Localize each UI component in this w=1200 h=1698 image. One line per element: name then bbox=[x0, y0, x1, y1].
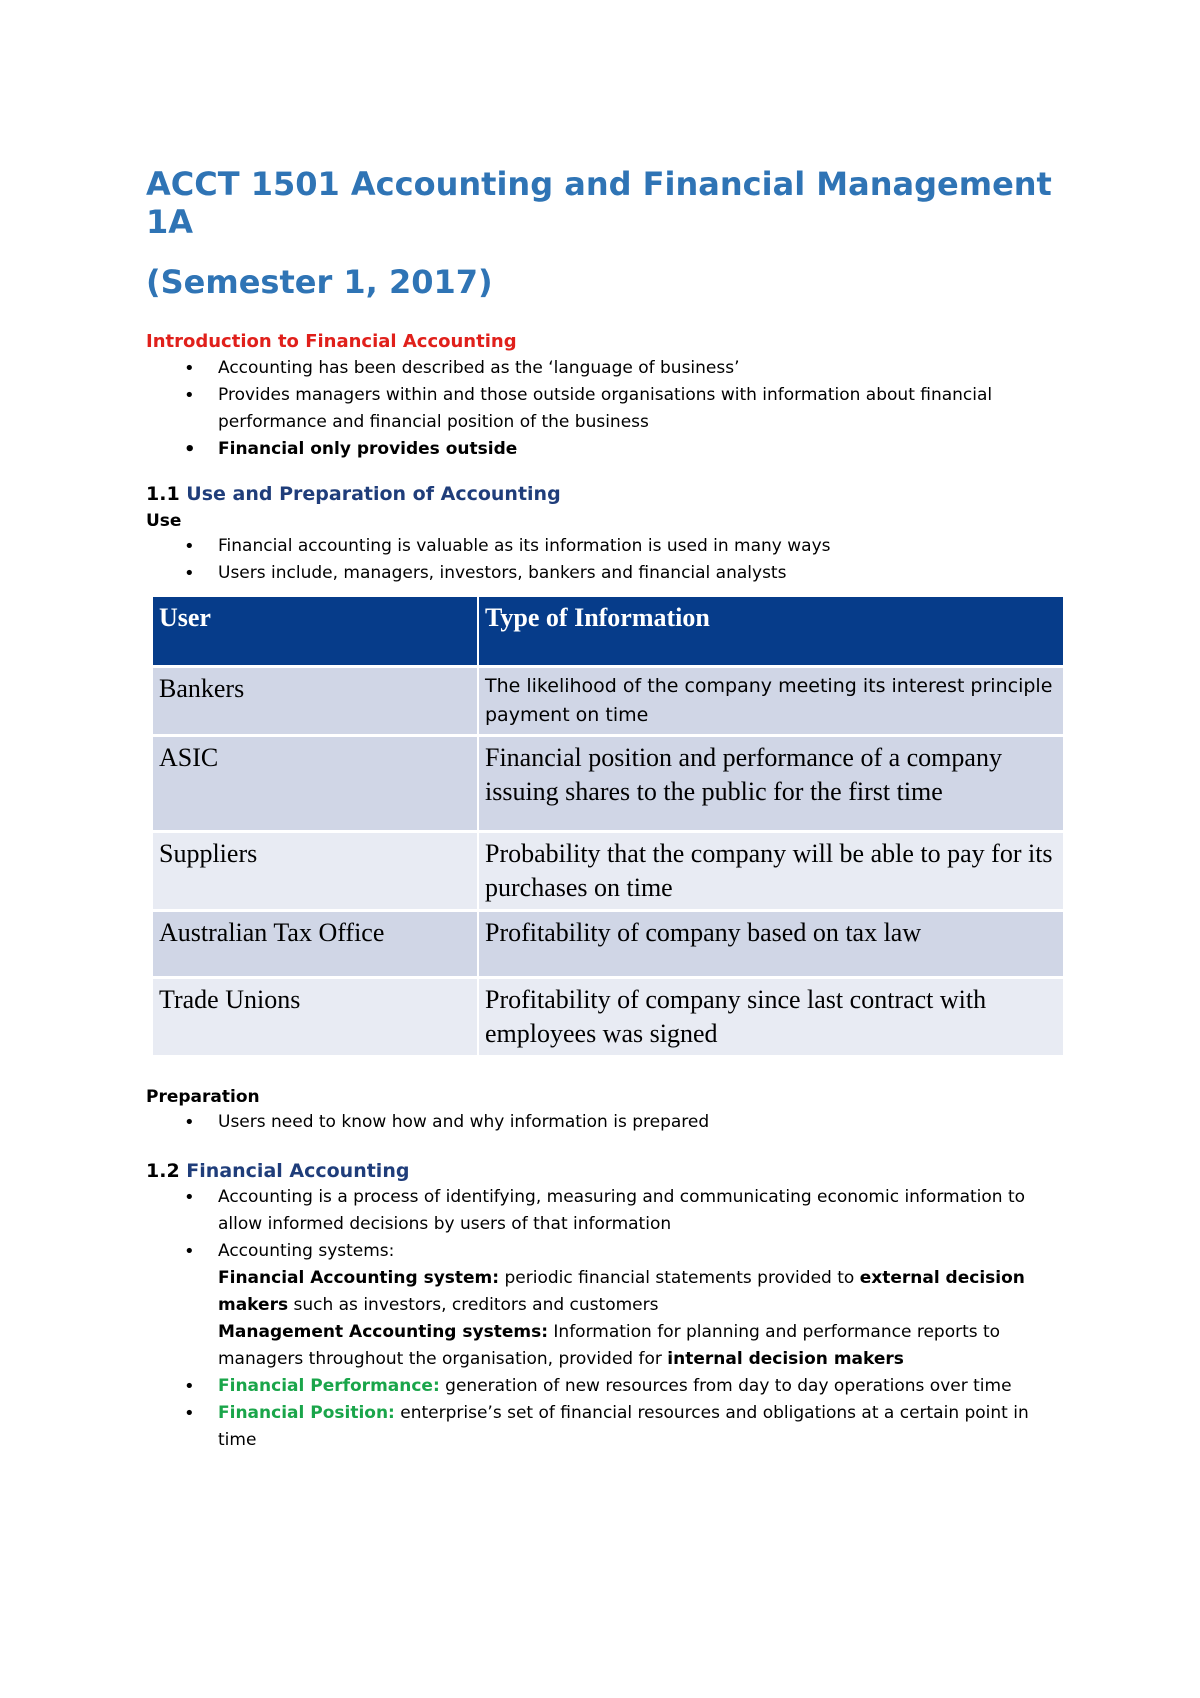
list-item: • Provides managers within and those outside organisations with information about financial performance and financial position of the business bbox=[146, 382, 1066, 436]
section-title: Financial Accounting bbox=[186, 1160, 410, 1182]
list-item bbox=[146, 1373, 1066, 1400]
header-type-of-information: Type of Information bbox=[478, 597, 1064, 667]
management-accounting-systems-text: Information for planning and performance reports to managers throughout the organisation, provided for bbox=[218, 1322, 1001, 1369]
list-item: • Accounting is a process of identifying, measuring and communicating economic information to allow informed decisions by users of that information bbox=[146, 1184, 1066, 1238]
cell-info: Profitability of company based on tax law bbox=[478, 911, 1064, 978]
preparation-bullet-list bbox=[146, 1109, 1066, 1136]
table-row bbox=[153, 667, 1064, 736]
document-title: ACCT 1501 Accounting and Financial Management 1A bbox=[146, 165, 1052, 241]
section-number: 1.2 bbox=[146, 1160, 180, 1182]
financial-accounting-system-text: periodic financial statements provided to bbox=[499, 1268, 860, 1288]
cell-info: The likelihood of the company meeting its interest principle payment on time bbox=[478, 667, 1064, 736]
financial-accounting-system-term: Financial Accounting system: bbox=[218, 1268, 500, 1288]
preparation-label: Preparation bbox=[146, 1087, 260, 1107]
cell-user: ASIC bbox=[153, 736, 478, 832]
cell-user: Bankers bbox=[153, 667, 478, 736]
document-page bbox=[146, 165, 1066, 1454]
cell-info: Profitability of company since last contract with employees was signed bbox=[478, 978, 1064, 1056]
use-bullet-list bbox=[146, 533, 1066, 587]
section-number: 1.1 bbox=[146, 483, 180, 505]
table-row bbox=[153, 736, 1064, 832]
financial-position-text: enterprise’s set of financial resources and obligations at a certain point in time bbox=[218, 1403, 1029, 1450]
management-accounting-systems-term: Management Accounting systems: bbox=[218, 1322, 548, 1342]
financial-performance-text: generation of new resources from day to day operations over time bbox=[439, 1376, 1012, 1396]
document-subtitle: (Semester 1, 2017) bbox=[146, 263, 493, 301]
table-row bbox=[153, 832, 1064, 911]
table-header-row bbox=[153, 597, 1064, 667]
section-1-2-heading bbox=[146, 1158, 1066, 1184]
accounting-systems-intro: Accounting systems: bbox=[218, 1241, 395, 1261]
cell-user: Trade Unions bbox=[153, 978, 478, 1056]
list-item: • Financial accounting is valuable as its information is used in many ways bbox=[146, 533, 1066, 560]
external-decision-makers-term: external decision makers bbox=[218, 1268, 1025, 1315]
internal-decision-makers-term: internal decision makers bbox=[667, 1349, 904, 1369]
table-row bbox=[153, 978, 1064, 1056]
intro-heading: Introduction to Financial Accounting bbox=[146, 331, 517, 352]
cell-user: Suppliers bbox=[153, 832, 478, 911]
cell-user: Australian Tax Office bbox=[153, 911, 478, 978]
list-item: • Users need to know how and why information is prepared bbox=[146, 1109, 1066, 1136]
list-item: • Accounting has been described as the ‘language of business’ bbox=[146, 355, 1066, 382]
financial-accounting-system-text-end: such as investors, creditors and customers bbox=[288, 1295, 659, 1315]
use-label: Use bbox=[146, 511, 182, 531]
financial-accounting-bullet-list bbox=[146, 1184, 1066, 1454]
intro-bullet-list bbox=[146, 355, 1066, 463]
list-item: • Users include, managers, investors, bankers and financial analysts bbox=[146, 560, 1066, 587]
cell-info: Financial position and performance of a company issuing shares to the public for the first time bbox=[478, 736, 1064, 832]
list-item: • Financial only provides outside bbox=[146, 436, 1066, 463]
financial-position-term: Financial Position: bbox=[218, 1403, 395, 1423]
header-user: User bbox=[153, 597, 478, 667]
financial-performance-term: Financial Performance: bbox=[218, 1376, 440, 1396]
users-table bbox=[153, 597, 1065, 1055]
list-item bbox=[146, 1400, 1066, 1454]
list-item bbox=[146, 1238, 1066, 1373]
section-1-1-heading bbox=[146, 481, 1066, 507]
cell-info: Probability that the company will be able to pay for its purchases on time bbox=[478, 832, 1064, 911]
section-title: Use and Preparation of Accounting bbox=[186, 483, 561, 505]
table-row bbox=[153, 911, 1064, 978]
